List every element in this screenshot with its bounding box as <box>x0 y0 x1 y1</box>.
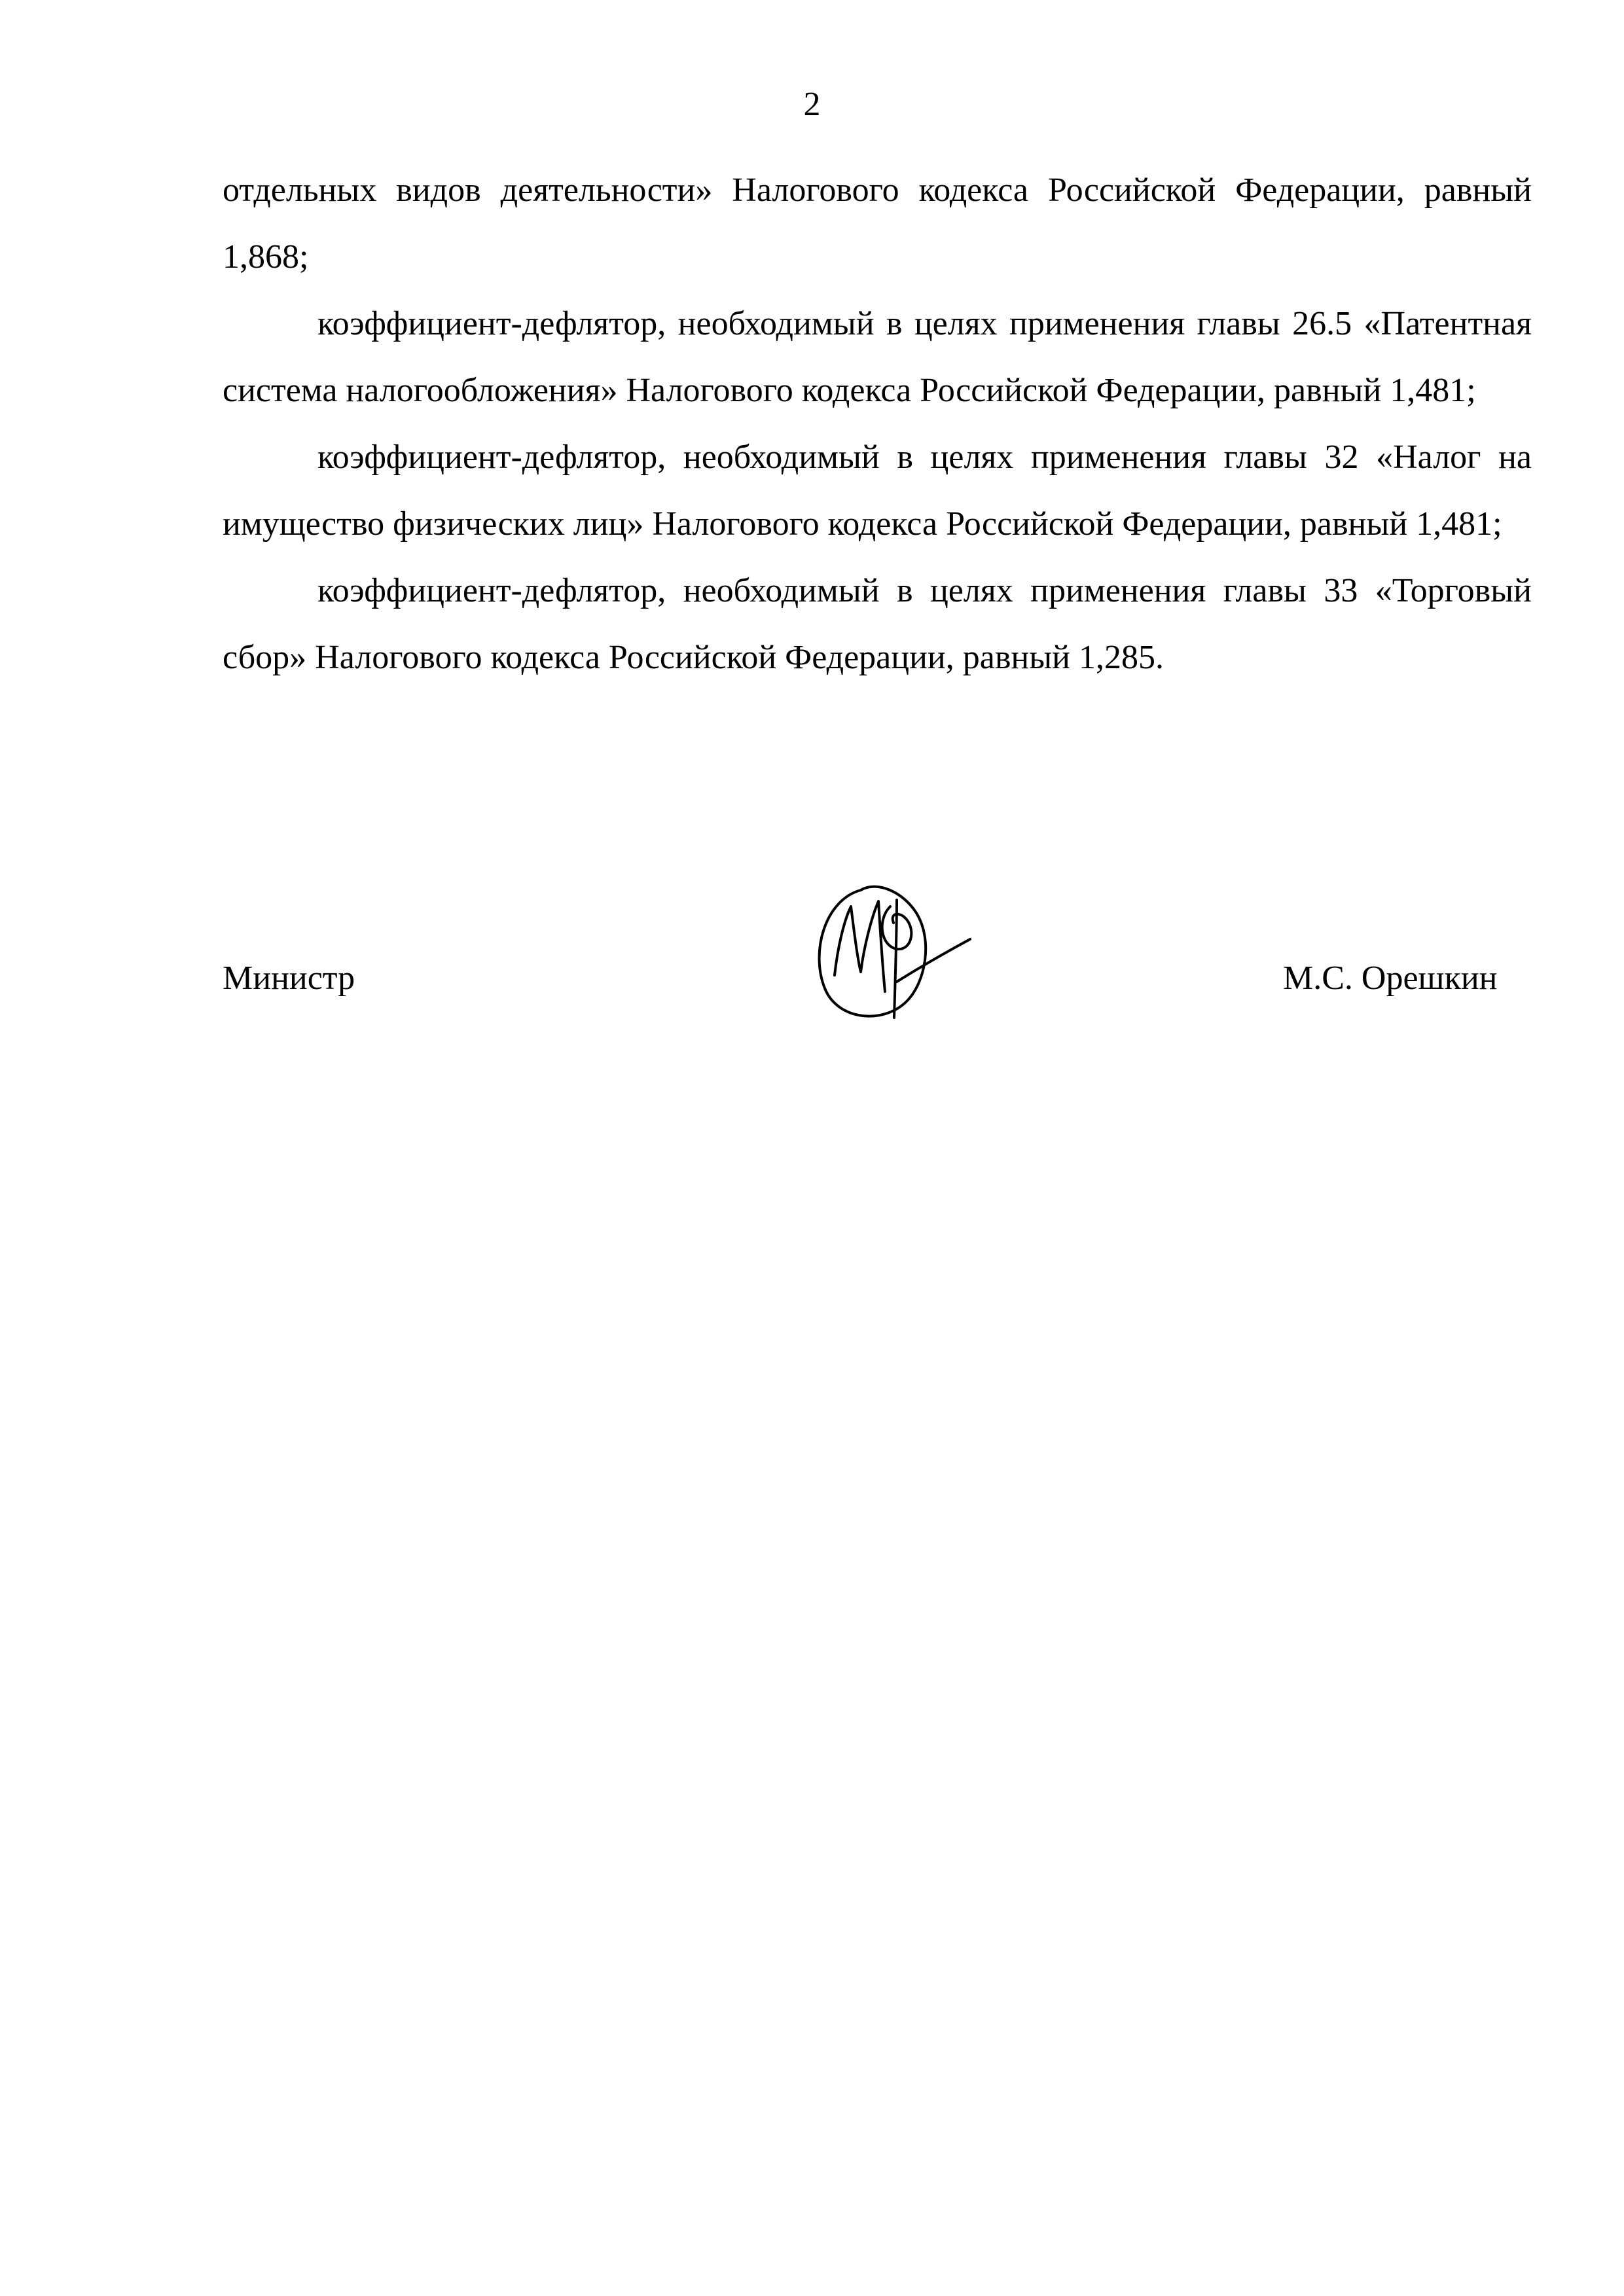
handwritten-signature <box>799 861 975 1031</box>
page-number: 2 <box>803 86 821 123</box>
paragraph-chapter-26-5: коэффициент-дефлятор, необходимый в целях применения главы 26.5 «Патентная система налогообложения» Налогового кодекса Российской Федерации, равный 1,481; <box>223 305 1532 409</box>
paragraph-chapter-32: коэффициент-дефлятор, необходимый в целях применения главы 32 «Налог на имущество физических лиц» Налогового кодекса Российской Федерации, равный 1,481; <box>223 439 1532 543</box>
signatory-name: М.С. Орешкин <box>1283 960 1498 997</box>
paragraph-chapter-33: коэффициент-дефлятор, необходимый в целях применения главы 33 «Торговый сбор» Налогового кодекса Российской Федерации, равный 1,285. <box>223 572 1532 676</box>
signatory-title: Министр <box>223 960 355 997</box>
paragraph-continuation: отдельных видов деятельности» Налогового кодекса Российской Федерации, равный 1,868; <box>223 171 1532 276</box>
document-body <box>223 157 1532 691</box>
